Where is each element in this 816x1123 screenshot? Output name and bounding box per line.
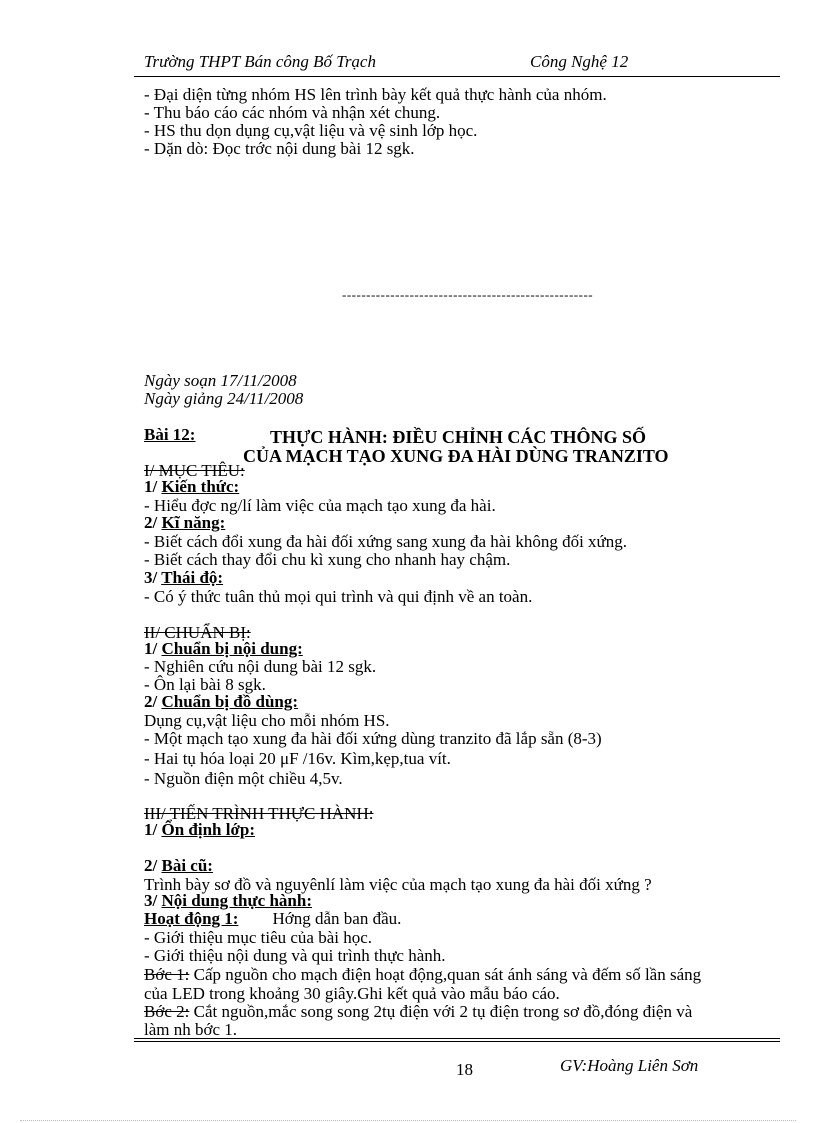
footer-teacher: GV:Hoàng Liên Sơn <box>560 1056 699 1075</box>
heading-number: 1/ <box>144 477 158 496</box>
practice-heading <box>144 892 312 910</box>
step2-line <box>144 1003 692 1021</box>
step2-label: Bớc 2: <box>144 1002 190 1021</box>
date-prepared: Ngày soạn 17/11/2008 <box>144 371 297 390</box>
tools-heading <box>144 693 298 711</box>
footer-rule-top <box>134 1038 780 1039</box>
activity-line <box>144 910 401 928</box>
page-number: 18 <box>456 1060 473 1079</box>
content-line: - Nghiên cứu nội dung bài 12 sgk. <box>144 657 377 676</box>
stabilize-heading <box>144 821 255 839</box>
section3-heading: III/ TIẾN TRÌNH THỰC HÀNH: <box>144 804 374 823</box>
header-school: Trường THPT Bán công Bố Trạch <box>144 52 376 71</box>
page-bottom-dotted-line <box>20 1120 796 1121</box>
tools-line: - Nguồn điện một chiều 4,5v. <box>144 769 343 788</box>
lesson-number: Bài 12: <box>144 425 196 444</box>
header-subject: Công Nghệ 12 <box>530 52 629 71</box>
knowledge-heading <box>144 478 239 496</box>
tools-line: - Một mạch tạo xung đa hài đối xứng dùng tranzito đã lắp sẵn (8-3) <box>144 729 602 748</box>
section2-heading: II/ CHUẨN BỊ: <box>144 623 251 642</box>
heading-number: 1/ <box>144 820 158 839</box>
intro-line: - HS thu dọn dụng cụ,vật liệu và vệ sinh lớp học. <box>144 121 478 140</box>
heading-number: 2/ <box>144 692 158 711</box>
knowledge-line: - Hiểu đợc ng/lí làm việc của mạch tạo xung đa hài. <box>144 496 496 515</box>
footer-rule-bottom <box>134 1041 780 1042</box>
heading-label: Thái độ: <box>161 568 224 587</box>
activity-item: - Giới thiệu mục tiêu của bài học. <box>144 928 373 947</box>
lesson-title-line2: CỦA MẠCH TẠO XUNG ĐA HÀI DÙNG TRANZITO <box>243 446 669 466</box>
heading-label: Chuẩn bị đồ dùng: <box>161 692 299 711</box>
heading-number: 3/ <box>144 891 158 910</box>
activity-label: Hoạt động 1: <box>144 909 239 928</box>
heading-label: Chuẩn bị nội dung: <box>161 639 303 658</box>
intro-line: - Thu báo cáo các nhóm và nhận xét chung. <box>144 103 441 122</box>
heading-label: Nội dung thực hành: <box>161 891 312 910</box>
step2-text: Cắt nguồn,mắc song song 2tụ điện với 2 tụ điện trong sơ đồ,đóng điện và <box>189 1002 693 1021</box>
attitude-heading <box>144 569 223 587</box>
step1-line <box>144 966 701 984</box>
heading-number: 2/ <box>144 856 158 875</box>
heading-label: Ổn định lớp: <box>161 820 256 839</box>
separator: ---------------------------------------------------- <box>342 287 594 302</box>
oldlesson-heading <box>144 857 213 875</box>
section1-heading: I/ MỤC TIÊU: <box>144 461 245 480</box>
heading-number: 1/ <box>144 639 158 658</box>
intro-line: - Dặn dò: Đọc trớc nội dung bài 12 sgk. <box>144 139 415 158</box>
skills-line: - Biết cách đổi xung đa hài đối xứng sang xung đa hài không đối xứng. <box>144 532 628 551</box>
step1-text: Cấp nguồn cho mạch điện hoạt động,quan sát ánh sáng và đếm số lần sáng <box>189 965 702 984</box>
oldlesson-line: Trình bày sơ đồ và nguyênlí làm việc của mạch tạo xung đa hài đối xứng ? <box>144 875 652 894</box>
skills-line: - Biết cách thay đổi chu kì xung cho nhanh hay chậm. <box>144 550 511 569</box>
step1-line2: của LED trong khoảng 30 giây.Ghi kết quả vào mẫu báo cáo. <box>144 984 560 1003</box>
heading-number: 3/ <box>144 568 158 587</box>
heading-label: Kĩ năng: <box>161 513 226 532</box>
activity-item: - Giới thiệu nội dung và qui trình thực hành. <box>144 946 446 965</box>
attitude-line: - Có ý thức tuân thủ mọi qui trình và qui định về an toàn. <box>144 587 533 606</box>
heading-label: Bài cũ: <box>161 856 213 875</box>
lesson-title-line1: THỰC HÀNH: ĐIỀU CHỈNH CÁC THÔNG SỐ <box>270 427 647 447</box>
content-line: - Ôn lại bài 8 sgk. <box>144 675 266 694</box>
heading-number: 2/ <box>144 513 158 532</box>
date-taught: Ngày giảng 24/11/2008 <box>144 389 304 408</box>
header-rule <box>134 76 780 77</box>
step2-line2: làm nh bớc 1. <box>144 1020 238 1039</box>
tools-line: Dụng cụ,vật liệu cho mỗi nhóm HS. <box>144 711 390 730</box>
intro-line: - Đại diện từng nhóm HS lên trình bày kết quả thực hành của nhóm. <box>144 85 607 104</box>
heading-label: Kiến thức: <box>161 477 240 496</box>
skills-heading <box>144 514 225 532</box>
activity-text: Hớng dẫn ban đầu. <box>272 909 402 928</box>
step1-label: Bớc 1: <box>144 965 190 984</box>
tools-line: - Hai tụ hóa loại 20 μF /16v. Kìm,kẹp,tua vít. <box>144 749 451 768</box>
content-heading <box>144 640 303 658</box>
